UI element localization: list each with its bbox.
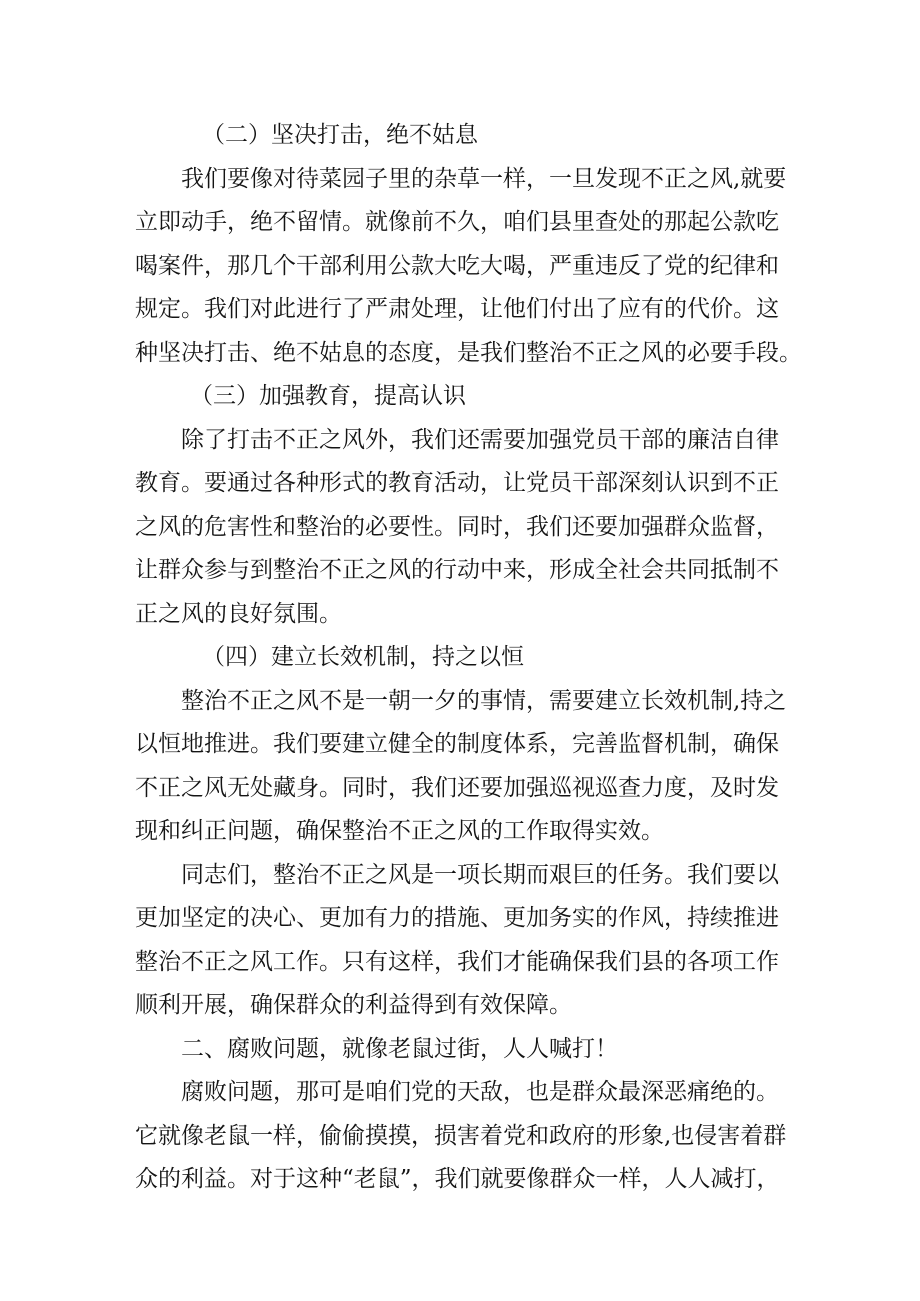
paragraph-line: 现和纠正问题，确保整治不正之风的工作取得实效。: [135, 818, 664, 844]
paragraph-line: 众的利益。对于这种“老鼠”，我们就要像群众一样，人人减打，: [135, 1166, 780, 1192]
chapter-heading-2: 二、腐败问题，就像老鼠过街，人人喊打！: [181, 1036, 618, 1062]
section-heading-3: （三）加强教育，提高认识: [190, 383, 466, 409]
paragraph-line: 立即动手，绝不留情。就像前不久，咱们县里查处的那起公款吃: [135, 209, 779, 235]
paragraph-line: 同志们，整治不正之风是一项长期而艰巨的任务。我们要以: [181, 862, 779, 888]
paragraph-line: 种坚决打击、绝不姑息的态度，是我们整治不正之风的必要手段。: [135, 340, 802, 366]
paragraph-line: 除了打击不正之风外，我们还需要加强党员干部的廉洁自律: [181, 427, 779, 453]
section-heading-4: （四）建立长效机制，持之以恒: [202, 644, 524, 670]
paragraph-line: 整治不正之风工作。只有这样，我们才能确保我们县的各项工作: [135, 949, 779, 975]
paragraph-line: 让群众参与到整治不正之风的行动中来，形成全社会共同抵制不: [135, 557, 779, 583]
paragraph-line: 之风的危害性和整治的必要性。同时，我们还要加强群众监督，: [135, 514, 779, 540]
paragraph-line: 顺利开展，确保群众的利益得到有效保障。: [135, 992, 572, 1018]
paragraph-line: 以恒地推进。我们要建立健全的制度体系，完善监督机制，确保: [135, 731, 779, 757]
section-heading-2: （二）坚决打击，绝不姑息: [202, 122, 478, 148]
paragraph-line: 腐败问题，那可是咱们党的天敌，也是群众最深恶痛绝的。: [181, 1079, 779, 1105]
paragraph-line: 它就像老鼠一样，偷偷摸摸，损害着党和政府的形象,也侵害着群: [135, 1123, 787, 1149]
paragraph-line: 整治不正之风不是一朝一夕的事情，需要建立长效机制,持之: [181, 688, 787, 714]
paragraph-line: 不正之风无处藏身。同时，我们还要加强巡视巡查力度，及时发: [135, 775, 779, 801]
paragraph-line: 我们要像对待菜园子里的杂草一样，一旦发现不正之风,就要: [181, 166, 787, 192]
paragraph-line: 教育。要通过各种形式的教育活动，让党员干部深刻认识到不正: [135, 470, 779, 496]
paragraph-line: 规定。我们对此进行了严肃处理，让他们付出了应有的代价。这: [135, 296, 779, 322]
paragraph-line: 更加坚定的决心、更加有力的措施、更加务实的作风，持续推进: [135, 905, 779, 931]
paragraph-line: 喝案件，那几个干部利用公款大吃大喝，严重违反了党的纪律和: [135, 253, 779, 279]
paragraph-line: 正之风的良好氛围。: [135, 601, 342, 627]
